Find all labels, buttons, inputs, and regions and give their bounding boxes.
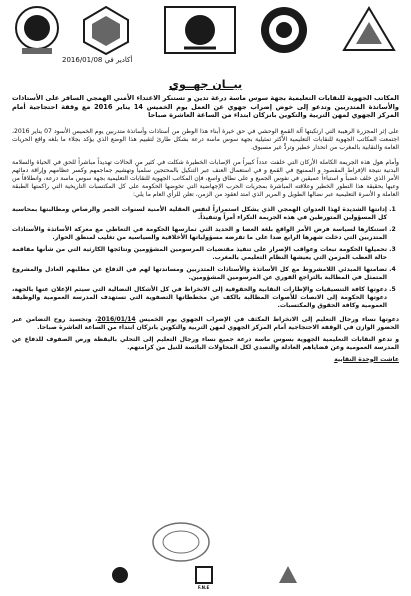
closing-paragraph: و تدعو النقابات التعليمية الجهوية بسوس ماسة درعة جميع نساء ورجال التعليم إلى التحلي باليقظة ورص الصفوف للدفاع عن المدرسة العمومية وعن قضاياهم العادلة والتصدي لكل المحاولات البائسة للنيل من كرامتهم.: [12, 335, 399, 351]
demand-item: 4. تضامنها المبدئي اللامشروط مع كل الأساتذة والأستاذات المتدربين ومساندتها لهم في الدفاع عن مطلبهم العادل والمشروع المتمثل في المطالبة بالتراجع الفوري عن المرسومين المشؤومين.: [12, 266, 387, 282]
statement-intro: المكاتب الجهوية للنقابات التعليمية بجهة سوس ماسة درعة تدين و تستنكر الاعتداء الأمني الهمجي السافر على الأستاذات والأساتذة المتدربين وتدعو إلى خوض إضراب جهوي عن العمل يوم الخميس 14 يناير 2016 مع وقفة احتجاجية أمام المركز الجهوي لمهن التربية والتكوين بانزكان ابتداء من الساعة العاشرة صباحا: [12, 94, 399, 119]
union-logo-2: [80, 4, 132, 56]
statement-body: [12, 94, 399, 364]
demand-item: 3. تحميلها الحكومة تبعات وعواقب الإصرار على تنفيذ مقتضيات المرسومين المشؤومين ونتائجها الكارثية التي من شأنها مفاقمة حالة العطب المزمن التي يعيشها النظام التعليمي بالمغرب.: [12, 246, 387, 262]
strike-call: [12, 316, 399, 332]
footer-logo-1: [110, 565, 130, 589]
statement-paragraph: وأمام هول هذه الجريمة الكاملة الأركان التي خلفت عدداً كبيراً من الإصابات الخطيرة شكلت في كثير من الحالات تهديداً مباشراً للحق في الحياة والسلامة البدنية نتيجة الإفراط المقصود و الممنهج في القمع و في استعمال العنف عبر التنكيل بالمحتجين سلمياً وتهشيم جماجمهم وكسر عظامهم وإراقة دمائهم الأمر الذي خلف غضباً و استياءاً عميقين في نفوس الجميع و على نطاق واسع، فإن المكاتب الجهوية للنقابات التعليمية بجهة سوس ماسة درعة، وانطلاقاً من وعيها بحقيقة هذا التطور الخطير وعلاقته المباشرة بمجريات الحرب الإجهاضية التي تخوضها الحكومة على كل المكتسبات التاريخية التي راكمتها الطبقة العاملة و الأسرة التعليمية عبر نضالها الطويل و المرير الذي امتد لعقود من الزمن، تعلن للرأي العام ما يلي:: [12, 158, 399, 198]
demand-item: 2. استنكارها لسياسة فرض الأمر الواقع بلغة العصا و الحديد التي تمارسها الحكومة في التعاطي مع معركة الأساتذة والأستاذات المتدربين التي دخلت شهرها الرابع ضدا على ما تفرضه مسؤولياتها الأخلاقية والسياسية من تغليب لمنطق الحوار.: [12, 226, 387, 242]
statement-title: بيــان جهــوي: [168, 78, 243, 91]
statement-date: أكادير في 2016/01/08: [62, 56, 133, 64]
footer-logo-3: [278, 565, 298, 589]
strike-call-lead: دعوتها نساء ورجال التعليم إلى الانخراط المكثف في الإضراب الجهوي يوم الخميس: [135, 315, 399, 323]
demand-item: 1. إدانتها الشديدة لهذا العدوان الهمجي الذي يشكل استمراراً لنفس العقلية الأمنية لسنوات الجمر والرصاص ومطالبتها بمحاسبة كل المسؤولين المتورطين في هذه الجريمة النكراء أمراً وتنفيذاً.: [12, 206, 387, 222]
demand-item: 5. دعوتها كافة التنسيقيات والإطارات النقابية والحقوقية إلى الانخراط في كل الأشكال النضالية التي سيتم الإعلان عنها بالجهة، دعوتها الحكومة إلى الانصات للأصوات المطالبة بالكف عن مخططاتها التصفوية التي تستهدف المدرسة العمومية والوظيفة العمومية وكافة الحقوق والمكتسبات.: [12, 286, 387, 310]
union-logos: [10, 4, 401, 60]
statement-paragraph: على إثر المجزرة الرهيبة التي ارتكبتها آلة القمع الوحشي في حق خيرة أبناء هذا الوطن من أستاذات وأساتذة متدربين يوم الخميس الأسود 07 يناير 2016، اجتمعت المكاتب الجهوية للنقابات التعليمية الأكثر تمثيلية بجهة سوس ماسة درعة بشكل طارئ لتقييم هذا الوضع الذي يؤكد بجلاء ما بلغه واقع الحريات العامة والنقابية بالمغرب من انحدار خطير وتردٍّ غير مسبوق.: [12, 127, 399, 151]
footer-label: F.N.E: [198, 585, 210, 590]
demands-list: [12, 206, 399, 310]
strike-call-rest: ، وتجسيد روح التضامن عبر الحضور الوازن في الوقفة الاحتجاجية أمام المركز الجهوي لمهن التربية والتكوين بانزكان ابتداء من الساعة العاشرة صباحا.: [12, 315, 399, 331]
union-logo-5: [340, 4, 398, 56]
union-stamp: [150, 520, 212, 568]
union-logo-3: [160, 4, 240, 58]
strike-date: 2016/01/14: [97, 315, 136, 323]
union-logo-4: [258, 4, 310, 56]
footer-logos: [110, 565, 300, 593]
signature-line: عاشت الوحدة النقابية: [334, 355, 399, 363]
union-logo-1: [10, 4, 64, 56]
